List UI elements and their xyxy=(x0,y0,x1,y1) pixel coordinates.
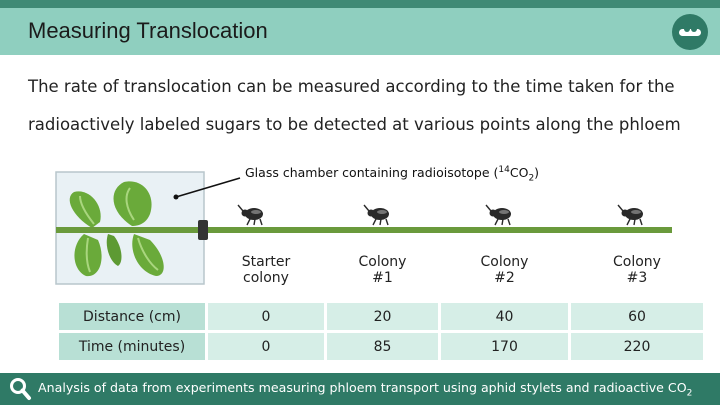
callout-close: ) xyxy=(534,165,540,181)
table-row xyxy=(59,303,703,330)
row-label-time: Time (minutes) xyxy=(59,333,205,360)
page-title: Measuring Translocation xyxy=(28,18,268,43)
stem xyxy=(208,227,672,233)
table-header-row xyxy=(59,240,703,300)
callout-formula: CO xyxy=(509,165,529,181)
table-cell: 0 xyxy=(208,303,324,330)
callout-text: Glass chamber containing radioisotope ( xyxy=(245,165,499,181)
column-header-colony-2: Colony #2 xyxy=(480,254,529,286)
callout-formula-sub: 2 xyxy=(528,173,535,184)
table-cell: 20 xyxy=(327,303,438,330)
column-header-colony-3: Colony #3 xyxy=(613,254,661,286)
intro-line-1: The rate of translocation can be measured according to the time taken for the xyxy=(28,77,675,96)
table-cell: 220 xyxy=(571,333,703,360)
table-cell: 0 xyxy=(208,333,324,360)
aphid-icon xyxy=(364,205,389,225)
footer-bar xyxy=(0,373,720,405)
column-header-starter: Starter colony xyxy=(241,254,291,286)
column-header-colony-1: Colony #1 xyxy=(358,254,407,286)
table-cell: 40 xyxy=(441,303,568,330)
aphid-icon xyxy=(238,205,263,225)
table-row xyxy=(59,333,703,360)
table-cell: 60 xyxy=(571,303,703,330)
aphid-icon xyxy=(618,205,643,225)
intro-line-2: radioactively labeled sugars to be detected at various points along the phloem xyxy=(28,115,681,134)
aphid-icon xyxy=(486,205,511,225)
search-icon xyxy=(8,377,32,401)
callout-isotope: 14 xyxy=(498,165,510,175)
footer-caption: Analysis of data from experiments measuring phloem transport using aphid stylets and radioactive $CO_2$ xyxy=(38,380,693,399)
stem-in-chamber xyxy=(56,227,204,233)
table-cell: 85 xyxy=(327,333,438,360)
table-cell: 170 xyxy=(441,333,568,360)
translocation-table xyxy=(56,237,706,363)
callout-dot xyxy=(174,195,179,200)
header-empty-cell xyxy=(59,240,205,300)
row-label-distance: Distance (cm) xyxy=(59,303,205,330)
